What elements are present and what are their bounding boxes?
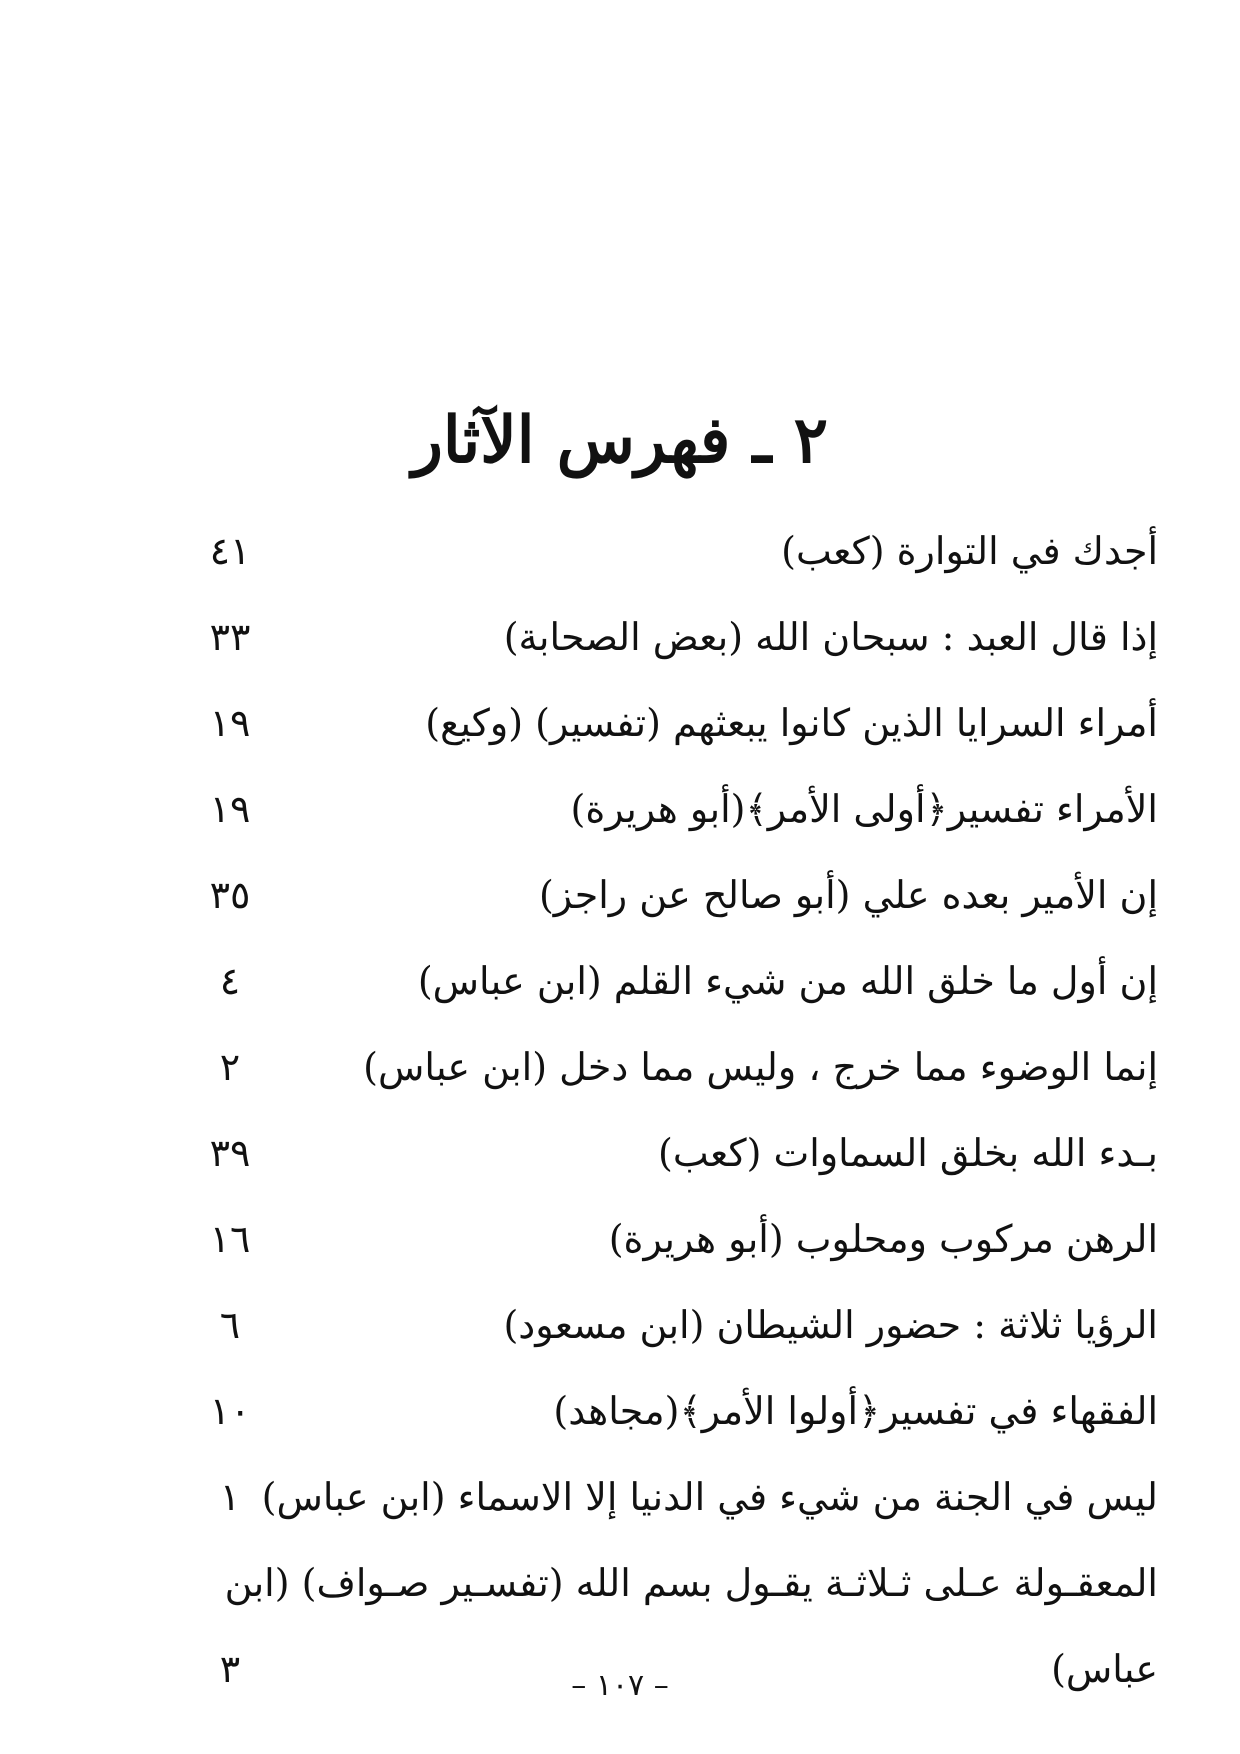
entry-page-number: ٣ bbox=[219, 1647, 241, 1691]
entry-page-number: ٣٩ bbox=[209, 1131, 251, 1175]
entry-page-number: ١٩ bbox=[209, 787, 251, 831]
page-title: ٢ ـ فهرس الآثار bbox=[412, 402, 828, 478]
entry-text: الفقهاء في تفسير﴿أولوا الأمر﴾(مجاهد) bbox=[553, 1389, 1158, 1433]
index-entry bbox=[190, 1282, 1158, 1368]
index-entry bbox=[190, 594, 1158, 680]
entry-page-number: ١٠ bbox=[209, 1389, 251, 1433]
page-number-footer: – ١٠٧ – bbox=[571, 1668, 669, 1703]
entry-text: أمراء السرايا الذين كانوا يبعثهم (تفسير) (وكيع) bbox=[425, 701, 1158, 745]
entry-text: الأمراء تفسير﴿أولى الأمر﴾(أبو هريرة) bbox=[570, 787, 1158, 831]
entry-text: ليس في الجنة من شيء في الدنيا إلا الاسماء (ابن عباس) bbox=[261, 1475, 1158, 1519]
index-entry bbox=[190, 680, 1158, 766]
entry-page-number: ١٩ bbox=[209, 701, 251, 745]
index-entry bbox=[190, 938, 1158, 1024]
entry-text: إن أول ما خلق الله من شيء القلم (ابن عباس) bbox=[417, 959, 1158, 1003]
entry-page-number: ١ bbox=[219, 1475, 241, 1519]
entry-text: إن الأمير بعده علي (أبو صالح عن راجز) bbox=[538, 873, 1158, 917]
index-entry bbox=[190, 1454, 1158, 1540]
index-entry bbox=[190, 1368, 1158, 1454]
entry-page-number: ٣٣ bbox=[209, 615, 251, 659]
entry-page-number: ٢ bbox=[219, 1045, 241, 1089]
entry-text: المعقـولة عـلى ثـلاثـة يقـول بسم الله (تفسـير صـواف) (ابن عباس) bbox=[224, 1561, 1158, 1691]
index-entry bbox=[190, 766, 1158, 852]
entry-text: الرهن مركوب ومحلوب (أبو هريرة) bbox=[608, 1217, 1158, 1261]
entry-text: إذا قال العبد : سبحان الله (بعض الصحابة) bbox=[503, 615, 1158, 659]
athar-index-list bbox=[190, 508, 1158, 1712]
entry-page-number: ٤١ bbox=[209, 529, 251, 573]
index-entry bbox=[190, 1110, 1158, 1196]
entry-text: أجدك في التوارة (كعب) bbox=[781, 529, 1158, 573]
entry-page-number: ١٦ bbox=[209, 1217, 251, 1261]
entry-text: بـدء الله بخلق السماوات (كعب) bbox=[658, 1131, 1158, 1175]
index-entry bbox=[190, 1024, 1158, 1110]
entry-page-number: ٣٥ bbox=[209, 873, 251, 917]
entry-text: إنما الوضوء مما خرج ، وليس مما دخل (ابن عباس) bbox=[363, 1045, 1158, 1089]
entry-text: الرؤيا ثلاثة : حضور الشيطان (ابن مسعود) bbox=[503, 1303, 1158, 1347]
index-entry bbox=[190, 1196, 1158, 1282]
entry-page-number: ٦ bbox=[219, 1303, 241, 1347]
entry-page-number: ٤ bbox=[219, 959, 241, 1003]
index-entry bbox=[190, 508, 1158, 594]
index-entry bbox=[190, 852, 1158, 938]
